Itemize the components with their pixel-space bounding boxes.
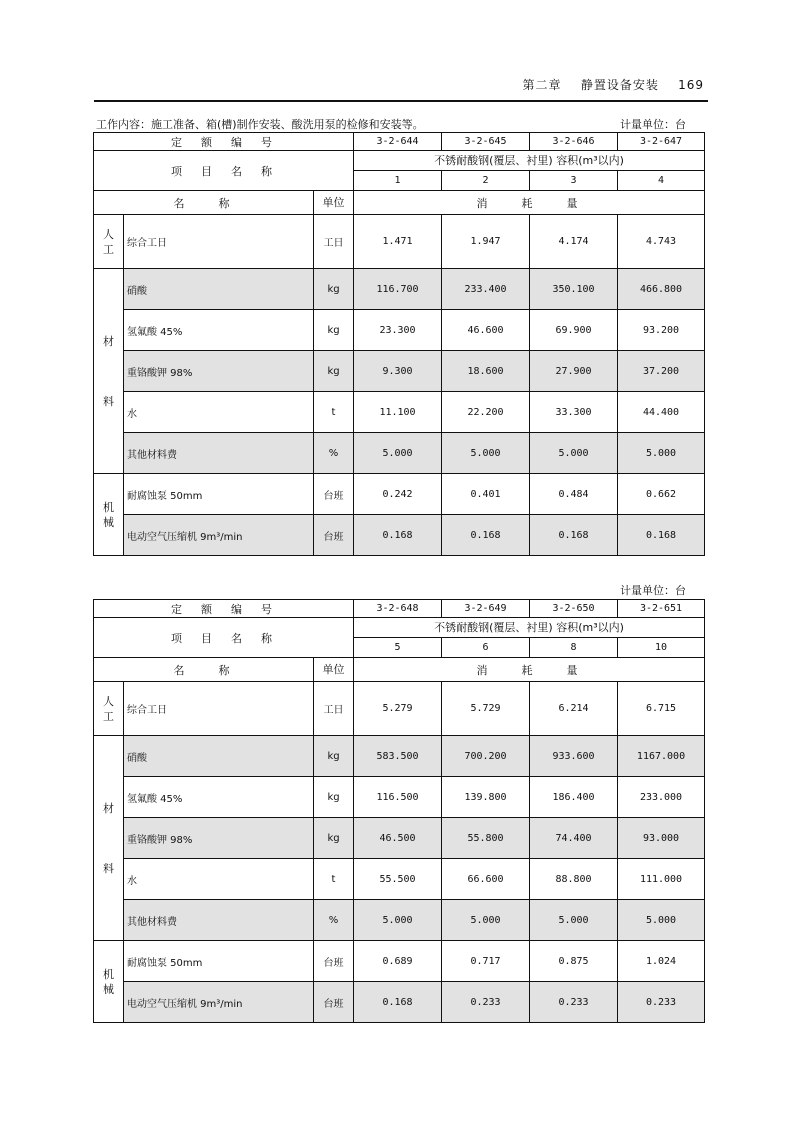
value-cell: 1.471 [354, 215, 442, 269]
category-labor: 人 工 [94, 215, 124, 269]
value-cell: 33.300 [530, 392, 618, 433]
value-cell: 5.000 [618, 433, 705, 474]
item-name: 电动空气压缩机 9m³/min [124, 982, 314, 1023]
value-cell: 0.662 [618, 474, 705, 515]
item-name: 综合工日 [124, 215, 314, 269]
value-cell: 22.200 [442, 392, 530, 433]
value-cell: 0.168 [354, 515, 442, 556]
table-row [94, 682, 705, 736]
item-unit: t [314, 392, 354, 433]
table-row [94, 433, 705, 474]
item-unit: 台班 [314, 515, 354, 556]
chapter-label: 第二章 [522, 78, 562, 92]
value-cell: 6.715 [618, 682, 705, 736]
value-cell: 1.024 [618, 941, 705, 982]
quota-code: 3-2-648 [354, 600, 442, 618]
quota-code: 3-2-646 [530, 133, 618, 151]
size-value: 8 [530, 638, 618, 658]
quota-code-label: 定 额 编 号 [94, 133, 354, 151]
item-name: 耐腐蚀泵 50mm [124, 941, 314, 982]
quota-table-1 [93, 132, 705, 556]
value-cell: 9.300 [354, 351, 442, 392]
size-value: 5 [354, 638, 442, 658]
value-cell: 5.000 [530, 433, 618, 474]
size-value: 10 [618, 638, 705, 658]
item-name: 氢氟酸 45% [124, 310, 314, 351]
item-name: 电动空气压缩机 9m³/min [124, 515, 314, 556]
category-material: 材 料 [94, 736, 124, 941]
value-cell: 93.000 [618, 818, 705, 859]
value-cell: 700.200 [442, 736, 530, 777]
value-cell: 5.729 [442, 682, 530, 736]
value-cell: 44.400 [618, 392, 705, 433]
item-unit: kg [314, 351, 354, 392]
table-row [94, 941, 705, 982]
consumption-label: 消 耗 量 [354, 191, 705, 215]
item-unit: 台班 [314, 941, 354, 982]
value-cell: 350.100 [530, 269, 618, 310]
value-cell: 6.214 [530, 682, 618, 736]
value-cell: 5.000 [442, 900, 530, 941]
spec-row [94, 151, 705, 171]
value-cell: 0.233 [618, 982, 705, 1023]
value-cell: 66.600 [442, 859, 530, 900]
value-cell: 0.168 [618, 515, 705, 556]
value-cell: 0.717 [442, 941, 530, 982]
unit-column-label: 单位 [314, 658, 354, 682]
item-unit: kg [314, 269, 354, 310]
item-name: 硝酸 [124, 269, 314, 310]
size-value: 6 [442, 638, 530, 658]
spec-row [94, 618, 705, 638]
item-unit: 台班 [314, 474, 354, 515]
value-cell: 1.947 [442, 215, 530, 269]
value-cell: 46.500 [354, 818, 442, 859]
unit-label-2: 计量单位：台 [620, 584, 686, 597]
column-header-row [94, 658, 705, 682]
category-machine: 机 械 [94, 941, 124, 1023]
quota-code-label: 定 额 编 号 [94, 600, 354, 618]
item-name: 重铬酸钾 98% [124, 818, 314, 859]
size-value: 1 [354, 171, 442, 191]
table-row [94, 310, 705, 351]
quota-code-row [94, 133, 705, 151]
table-row [94, 392, 705, 433]
value-cell: 5.000 [354, 900, 442, 941]
item-unit: 台班 [314, 982, 354, 1023]
value-cell: 233.400 [442, 269, 530, 310]
item-name: 其他材料费 [124, 433, 314, 474]
work-content: 工作内容：施工准备、箱(槽)制作安装、酸洗用泵的检修和安装等。 [96, 118, 424, 131]
value-cell: 0.233 [530, 982, 618, 1023]
value-cell: 0.168 [442, 515, 530, 556]
value-cell: 55.500 [354, 859, 442, 900]
item-name: 重铬酸钾 98% [124, 351, 314, 392]
value-cell: 18.600 [442, 351, 530, 392]
table-row [94, 515, 705, 556]
value-cell: 0.401 [442, 474, 530, 515]
value-cell: 139.800 [442, 777, 530, 818]
name-column-label: 名 称 [94, 658, 314, 682]
value-cell: 466.800 [618, 269, 705, 310]
quota-code-row [94, 600, 705, 618]
value-cell: 0.233 [442, 982, 530, 1023]
item-unit: t [314, 859, 354, 900]
column-header-row [94, 191, 705, 215]
quota-code: 3-2-650 [530, 600, 618, 618]
item-unit: % [314, 900, 354, 941]
table-row [94, 269, 705, 310]
table-row [94, 215, 705, 269]
value-cell: 116.700 [354, 269, 442, 310]
value-cell: 46.600 [442, 310, 530, 351]
size-value: 2 [442, 171, 530, 191]
table-row [94, 736, 705, 777]
value-cell: 116.500 [354, 777, 442, 818]
value-cell: 11.100 [354, 392, 442, 433]
item-unit: kg [314, 736, 354, 777]
item-name: 耐腐蚀泵 50mm [124, 474, 314, 515]
name-column-label: 名 称 [94, 191, 314, 215]
value-cell: 5.000 [354, 433, 442, 474]
item-name: 硝酸 [124, 736, 314, 777]
page-header [94, 74, 708, 102]
value-cell: 186.400 [530, 777, 618, 818]
value-cell: 0.484 [530, 474, 618, 515]
size-value: 3 [530, 171, 618, 191]
quota-table-2 [93, 599, 705, 1023]
value-cell: 23.300 [354, 310, 442, 351]
item-name: 水 [124, 859, 314, 900]
section-title: 静置设备安装 [580, 78, 659, 92]
value-cell: 111.000 [618, 859, 705, 900]
value-cell: 0.875 [530, 941, 618, 982]
spec-text: 不锈耐酸钢(覆层、衬里) 容积(m³以内) [354, 151, 705, 171]
value-cell: 0.168 [530, 515, 618, 556]
project-name-label: 项 目 名 称 [94, 618, 354, 658]
category-machine: 机 械 [94, 474, 124, 556]
value-cell: 93.200 [618, 310, 705, 351]
item-name: 其他材料费 [124, 900, 314, 941]
value-cell: 933.600 [530, 736, 618, 777]
value-cell: 27.900 [530, 351, 618, 392]
item-unit: kg [314, 310, 354, 351]
table-row [94, 982, 705, 1023]
quota-code: 3-2-644 [354, 133, 442, 151]
item-unit: % [314, 433, 354, 474]
consumption-label: 消 耗 量 [354, 658, 705, 682]
value-cell: 5.000 [530, 900, 618, 941]
item-unit: kg [314, 777, 354, 818]
table-row [94, 351, 705, 392]
value-cell: 69.900 [530, 310, 618, 351]
item-unit: kg [314, 818, 354, 859]
value-cell: 88.800 [530, 859, 618, 900]
category-labor: 人 工 [94, 682, 124, 736]
item-name: 水 [124, 392, 314, 433]
unit-column-label: 单位 [314, 191, 354, 215]
running-header [523, 76, 704, 93]
spec-text: 不锈耐酸钢(覆层、衬里) 容积(m³以内) [354, 618, 705, 638]
table-row [94, 900, 705, 941]
value-cell: 0.168 [354, 982, 442, 1023]
table-row [94, 859, 705, 900]
item-name: 综合工日 [124, 682, 314, 736]
value-cell: 37.200 [618, 351, 705, 392]
value-cell: 1167.000 [618, 736, 705, 777]
quota-code: 3-2-651 [618, 600, 705, 618]
value-cell: 583.500 [354, 736, 442, 777]
quota-code: 3-2-645 [442, 133, 530, 151]
table-row [94, 777, 705, 818]
value-cell: 5.000 [442, 433, 530, 474]
value-cell: 4.743 [618, 215, 705, 269]
value-cell: 233.000 [618, 777, 705, 818]
value-cell: 74.400 [530, 818, 618, 859]
item-unit: 工日 [314, 215, 354, 269]
unit-label-1: 计量单位：台 [620, 118, 686, 131]
item-unit: 工日 [314, 682, 354, 736]
page-number: 169 [678, 78, 704, 92]
quota-code: 3-2-647 [618, 133, 705, 151]
value-cell: 5.279 [354, 682, 442, 736]
size-value: 4 [618, 171, 705, 191]
value-cell: 4.174 [530, 215, 618, 269]
value-cell: 0.689 [354, 941, 442, 982]
quota-code: 3-2-649 [442, 600, 530, 618]
item-name: 氢氟酸 45% [124, 777, 314, 818]
value-cell: 0.242 [354, 474, 442, 515]
table-row [94, 474, 705, 515]
category-material: 材 料 [94, 269, 124, 474]
value-cell: 55.800 [442, 818, 530, 859]
table-row [94, 818, 705, 859]
project-name-label: 项 目 名 称 [94, 151, 354, 191]
value-cell: 5.000 [618, 900, 705, 941]
